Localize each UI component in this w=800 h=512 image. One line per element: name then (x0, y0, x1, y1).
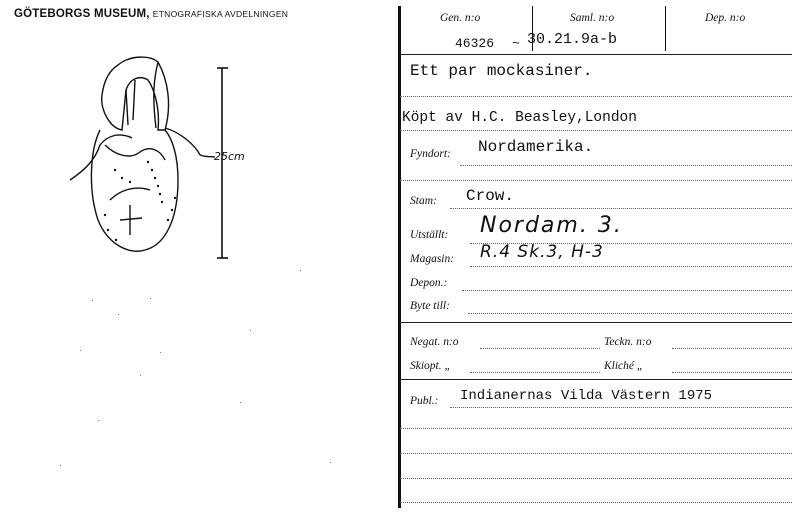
depon-rule (462, 290, 792, 291)
teckn-label: Teckn. n:o (604, 336, 652, 348)
gen-tilde: ~ (512, 36, 520, 51)
skiopt-rule (470, 372, 600, 373)
publ-rule (450, 407, 792, 408)
fyndort-rule (460, 165, 792, 166)
byte-rule (468, 313, 792, 314)
rule-3 (400, 180, 792, 181)
museum-header (14, 8, 288, 20)
gen-value: 46326 (455, 36, 495, 51)
teckn-rule (672, 348, 792, 349)
negat-rule (480, 348, 600, 349)
kliche-rule (672, 372, 792, 373)
stam-label: Stam: (410, 195, 437, 207)
card-left-border (398, 6, 401, 508)
blank-rule-1 (400, 428, 792, 429)
negat-label: Negat. n:o (410, 336, 459, 348)
fyndort-label: Fyndort: (410, 148, 451, 160)
skiopt-label: Skiopt. „ (410, 360, 451, 372)
top-row-rule (400, 54, 792, 55)
magasin-value: R.4 Sk.3, H-3 (480, 242, 604, 262)
saml-value: 30.21.9a-b (527, 31, 618, 48)
utstallt-value: Nordam. 3. (480, 213, 623, 238)
utstallt-label: Utställt: (410, 229, 449, 241)
stam-value: Crow. (466, 187, 515, 205)
publ-value: Indianernas Vilda Västern 1975 (460, 388, 713, 404)
lower-rule (400, 379, 792, 380)
byte-label: Byte till: (410, 300, 450, 312)
magasin-label: Magasin: (410, 253, 455, 265)
blank-rule-2 (400, 453, 792, 454)
museum-name: GÖTEBORGS MUSEUM, (14, 8, 150, 20)
description-line-2: Köpt av H.C. Beasley,London (402, 110, 637, 126)
depon-label: Depon.: (410, 277, 448, 289)
dep-label: Dep. n:o (705, 12, 746, 24)
blank-rule-4 (400, 502, 792, 503)
description-line-1: Ett par mockasiner. (410, 62, 593, 80)
middle-rule (400, 322, 792, 323)
stam-rule (450, 208, 792, 209)
magasin-rule (470, 266, 792, 267)
fyndort-value: Nordamerika. (478, 138, 594, 156)
kliche-label: Kliché „ (604, 360, 644, 372)
top-divider-2 (665, 6, 666, 51)
saml-label: Saml. n:o (570, 12, 615, 24)
rule-1 (400, 96, 792, 97)
department-name: ETNOGRAFISKA AVDELNINGEN (152, 9, 289, 19)
gen-label: Gen. n:o (440, 12, 481, 24)
blank-rule-3 (400, 478, 792, 479)
publ-label: Publ.: (410, 395, 439, 407)
dimension-label: 25cm (214, 150, 245, 163)
rule-2 (400, 130, 792, 131)
